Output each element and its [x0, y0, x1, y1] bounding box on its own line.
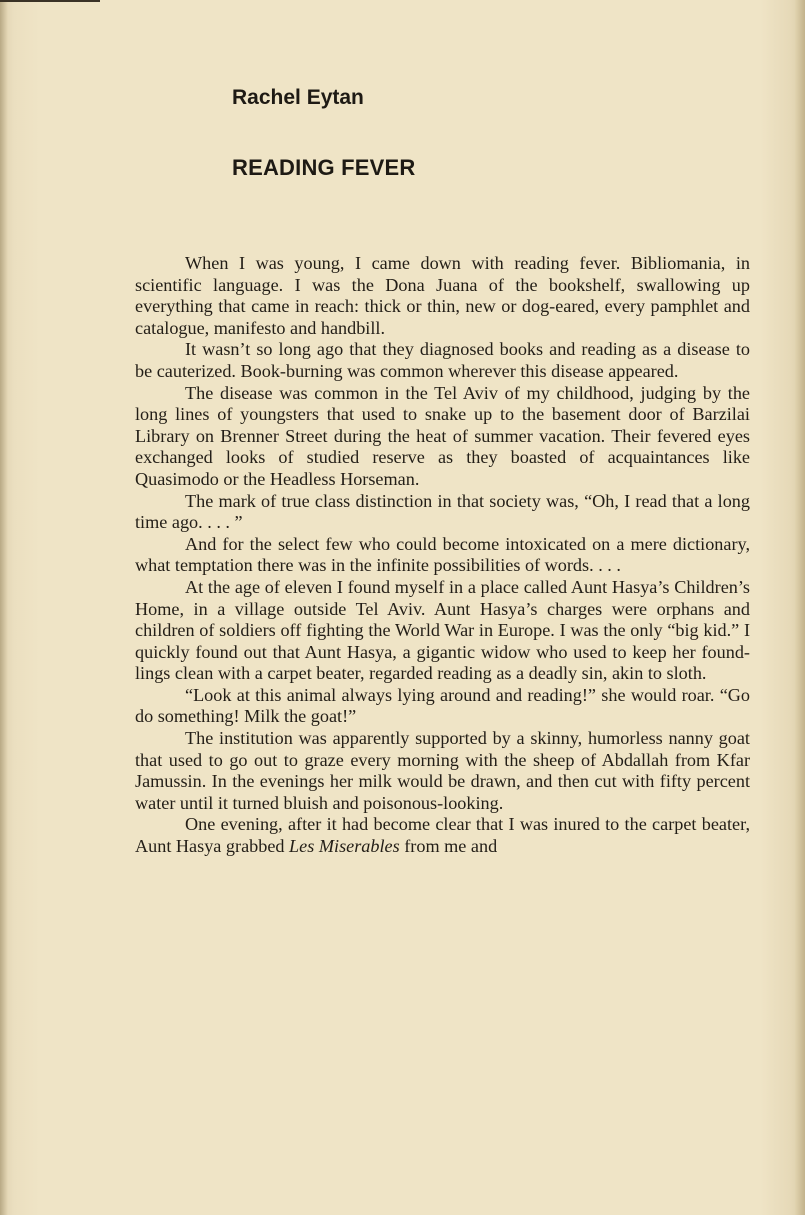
- author-name: Rachel Eytan: [232, 86, 364, 109]
- paragraph: At the age of eleven I found myself in a place called Aunt Hasya’s Children’s Home, in a village outside Tel Aviv. Aunt Hasya’s charges were orphans and children of soldiers off fighting the World War in Europe. I was the only “big kid.” I quickly found out that Aunt Hasya, a gigantic widow who used to keep her found-lings clean with a carpet beater, regarded reading as a deadly sin, akin to sloth.: [135, 576, 750, 684]
- paragraph: The mark of true class distinction in that society was, “Oh, I read that a long time ago. . . . ”: [135, 490, 750, 533]
- story-body: [135, 253, 750, 858]
- paragraph: “Look at this animal always lying around and reading!” she would roar. “Go do something! Milk the goat!”: [135, 684, 750, 727]
- page-left-edge: [0, 0, 8, 1215]
- paragraph-text: from me and: [399, 836, 498, 857]
- paragraph: It wasn’t so long ago that they diagnosed books and reading as a disease to be cauterized. Book-burning was common wherever this disease appeared.: [135, 339, 750, 381]
- paragraph: The institution was apparently supported by a skinny, humorless nanny goat that used to go out to graze every morning with the sheep of Abdallah from Kfar Jamussin. In the evenings her milk would be drawn, and then cut with fifty percent water until it turned bluish and poisonous-looking.: [135, 728, 750, 813]
- paragraph: The disease was common in the Tel Aviv of my childhood, judging by the long lines of youngsters that used to snake up to the basement door of Barzilai Library on Brenner Street during the heat of summer vacation. Their fevered eyes exchanged looks of studied reserve as they boasted of acquaintances like Quasimodo or the Headless Horseman.: [135, 382, 750, 489]
- book-title-italic: Les Miserables: [289, 836, 400, 857]
- paragraph: And for the select few who could become intoxicated on a mere dictionary, what temptation there was in the infinite possibilities of words. . . .: [135, 533, 750, 576]
- paragraph-last: [135, 814, 750, 857]
- paragraph-text: One evening, after it had become clear that I was inured to the carpet beater, Aunt Hasya grabbed: [135, 814, 750, 857]
- page-right-edge: [795, 0, 805, 1215]
- top-rule: [0, 0, 100, 2]
- story-title: READING FEVER: [232, 155, 416, 180]
- paragraph: When I was young, I came down with reading fever. Bibliomania, in scientific language. I was the Dona Juana of the bookshelf, swallowing up everything that came in reach: thick or thin, new or dog-eared, every pamphlet and catalogue, manifesto and handbill.: [135, 253, 750, 338]
